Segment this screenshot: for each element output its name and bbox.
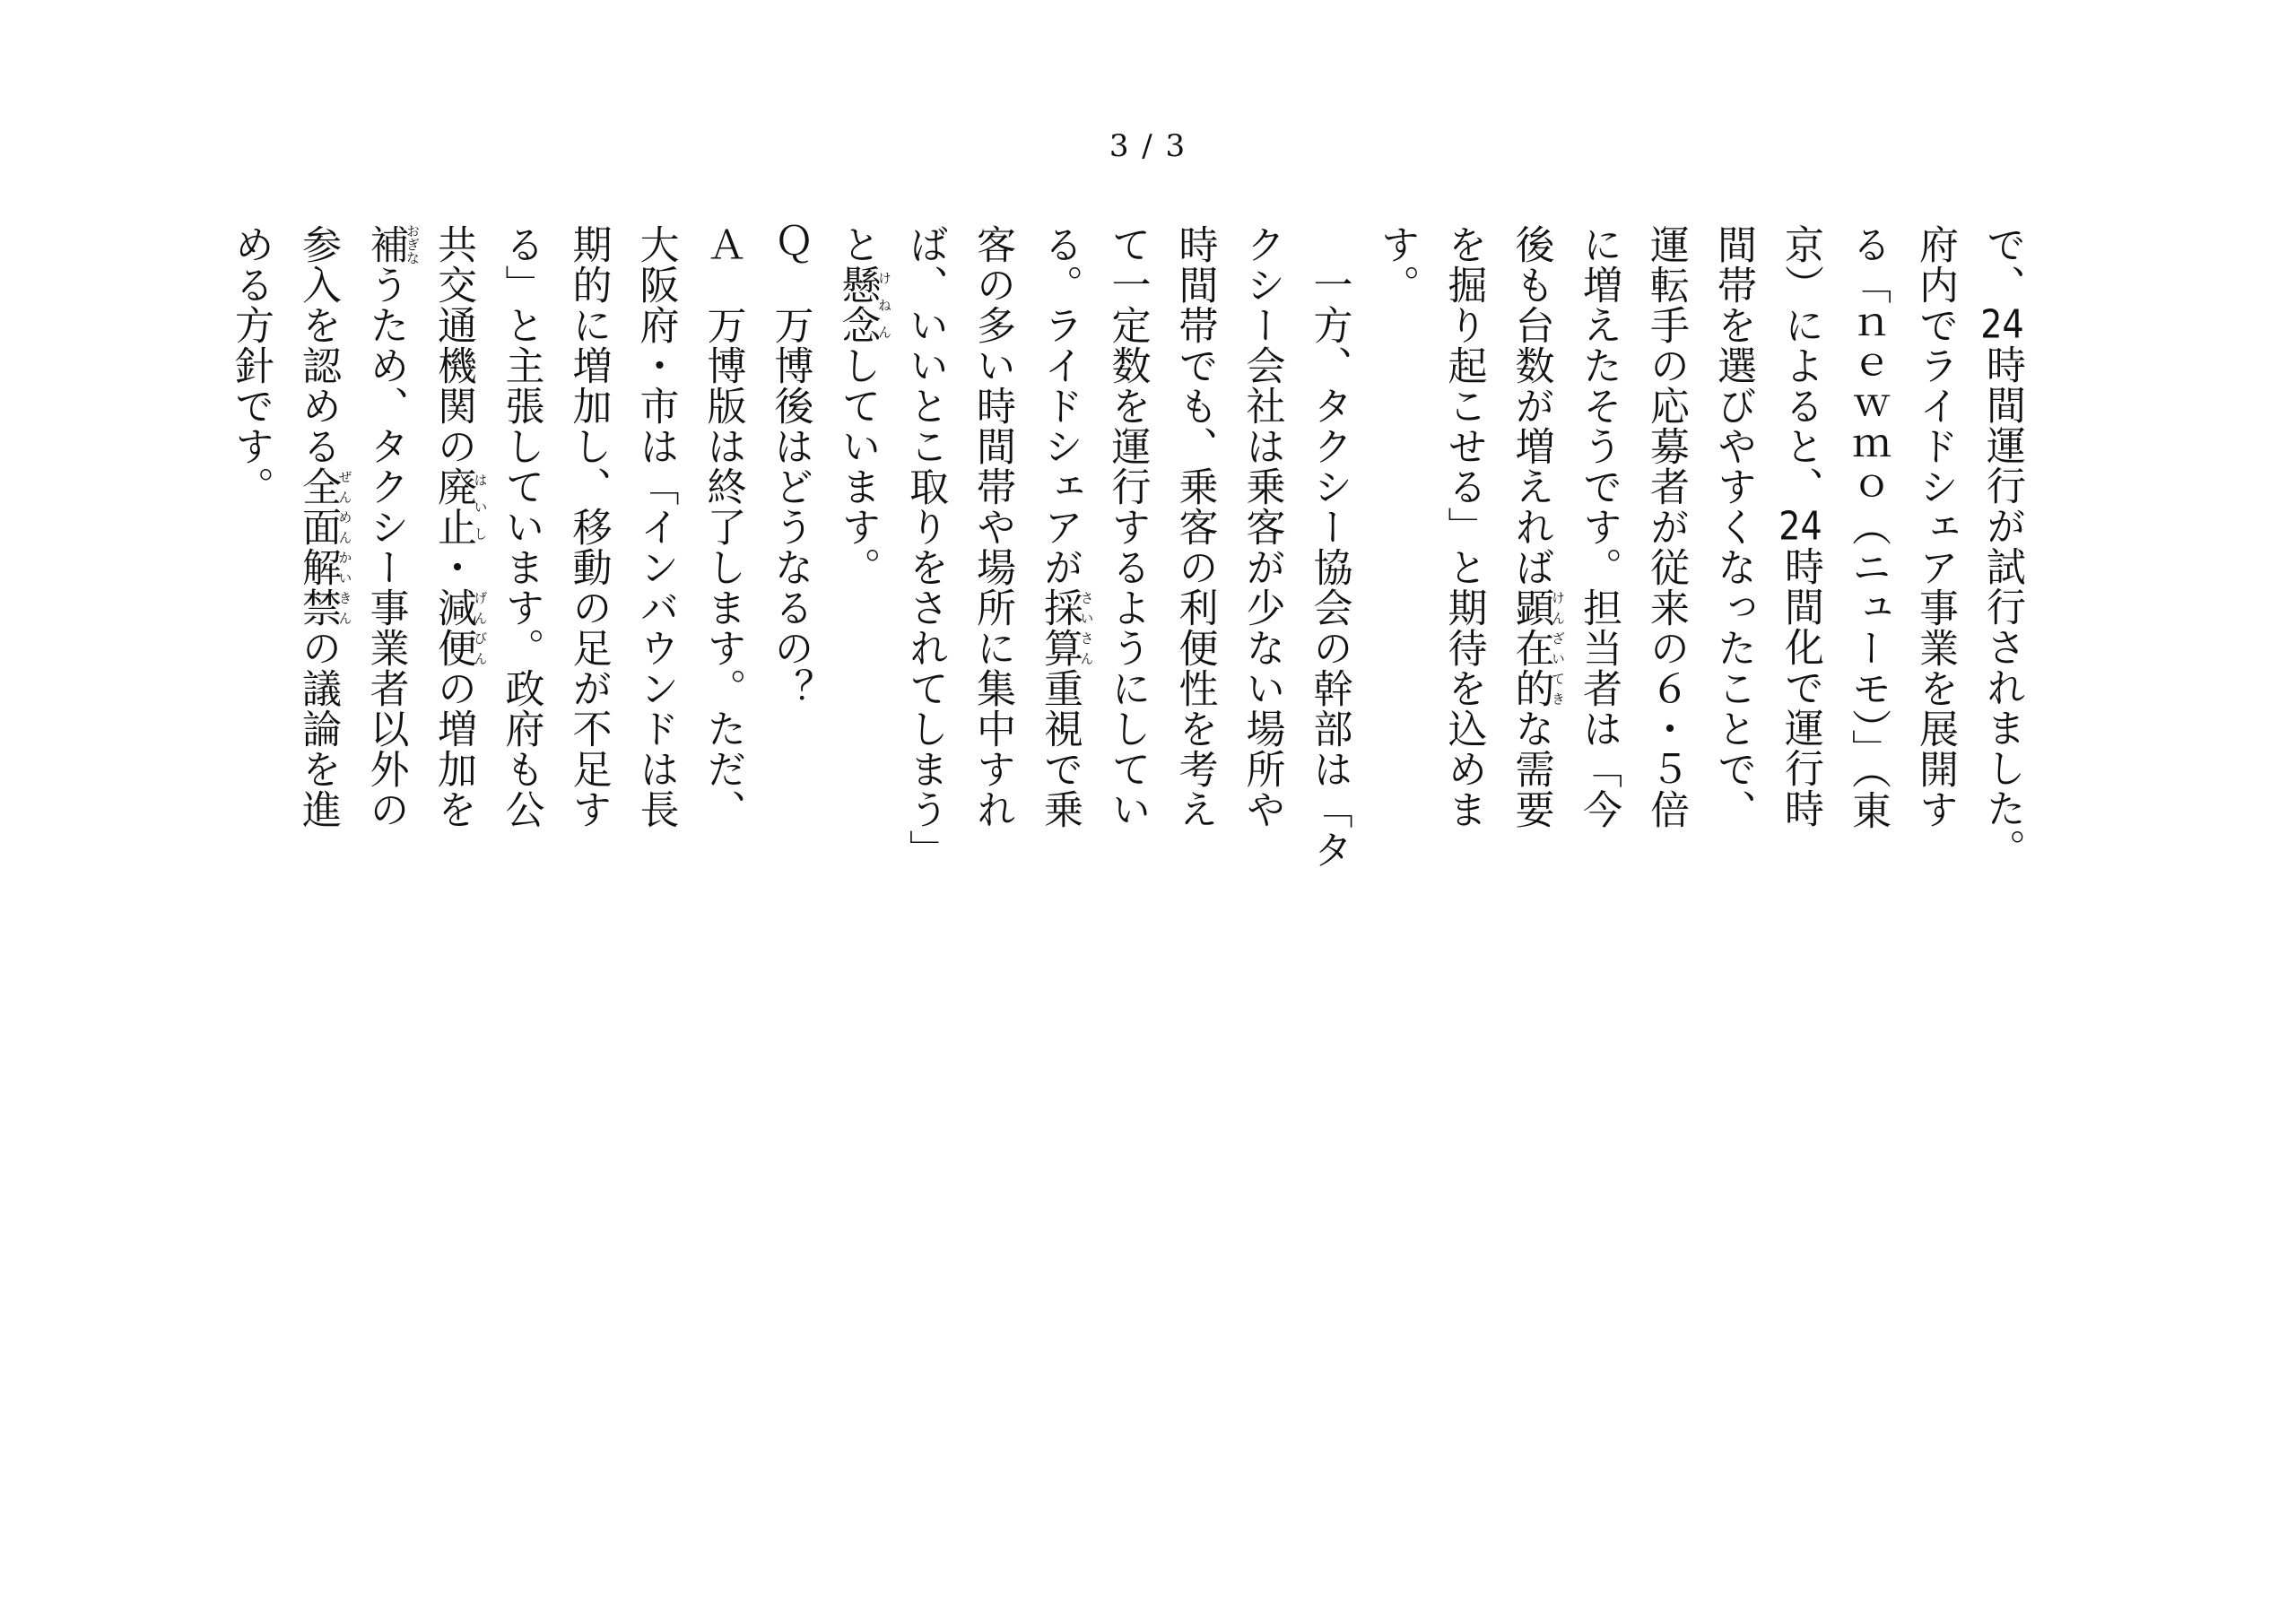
text-column: 時間帯でも、乗客の利便性を考え [1171, 224, 1218, 829]
text-column: クシー会社は乗客が少ない場所や [1239, 224, 1285, 829]
ruby-reading: ぜんめんかいきん [336, 466, 353, 628]
text-column: 間帯を選びやすくなったことで、 [1710, 224, 1756, 829]
text-column: 後も台数が増えれば顕在的けんざいてきな需要 [1508, 224, 1566, 829]
text-column: る。ライドシェアが採算さいさん重視で乗 [1037, 224, 1095, 829]
text-column: 大阪府・市は「インバウンドは長 [632, 224, 679, 829]
text-column: で、24時間運行が試行されました。 [1979, 224, 2025, 869]
ruby-reading: さいさん [1078, 587, 1095, 668]
text-column: と懸念けねんしています。 [834, 224, 892, 587]
ruby-reading: おぎな [404, 224, 421, 265]
text-column: る」と主張しています。政府も公 [498, 224, 544, 829]
text-column: を掘り起こせる」と期待を込めま [1440, 224, 1487, 829]
ruby-reading: けんざいてき [1550, 587, 1566, 708]
text-column: に増えたそうです。担当者は「今 [1576, 224, 1622, 829]
text-column: める方針です。 [228, 224, 274, 507]
article-body [217, 224, 2036, 1211]
text-column: 期的に増加し、移動の足が不足す [565, 224, 612, 829]
text-column: す。 [1373, 224, 1420, 305]
text-column: ば、いいとこ取りをされてしまう」 [902, 224, 948, 870]
text-column: 一方、タクシー協会の幹部は「タ [1306, 224, 1352, 870]
text-column: 客の多い時間帯や場所に集中すれ [970, 224, 1015, 829]
text-column: 補おぎなうため、タクシー事業者以外の [362, 224, 421, 829]
ruby-reading: はいし [472, 466, 489, 547]
page-number: 3 / 3 [1109, 128, 1187, 164]
text-column: 京）によると、24時間化で運行時 [1778, 224, 1823, 829]
text-column: 共交通機関の廃止はいし・減便げんびんの増加を [430, 224, 489, 829]
text-column: 運転手の応募者が従来の６・５倍 [1643, 224, 1689, 829]
text-column: て一定数を運行するようにしてい [1104, 224, 1151, 829]
text-column: Ａ 万博版は終了します。ただ、 [700, 224, 746, 829]
text-column: る「ｎｅｗｍｏ（ニューモ）」（東 [1845, 224, 1891, 830]
text-column: Ｑ 万博後はどうなるの？ [767, 224, 813, 708]
ruby-reading: けねん [876, 265, 892, 345]
ruby-reading: げんびん [472, 587, 489, 668]
text-column: 参入を認める全面解禁ぜんめんかいきんの議論を進 [295, 224, 353, 829]
text-column: 府内でライドシェア事業を展開す [1912, 224, 1958, 829]
